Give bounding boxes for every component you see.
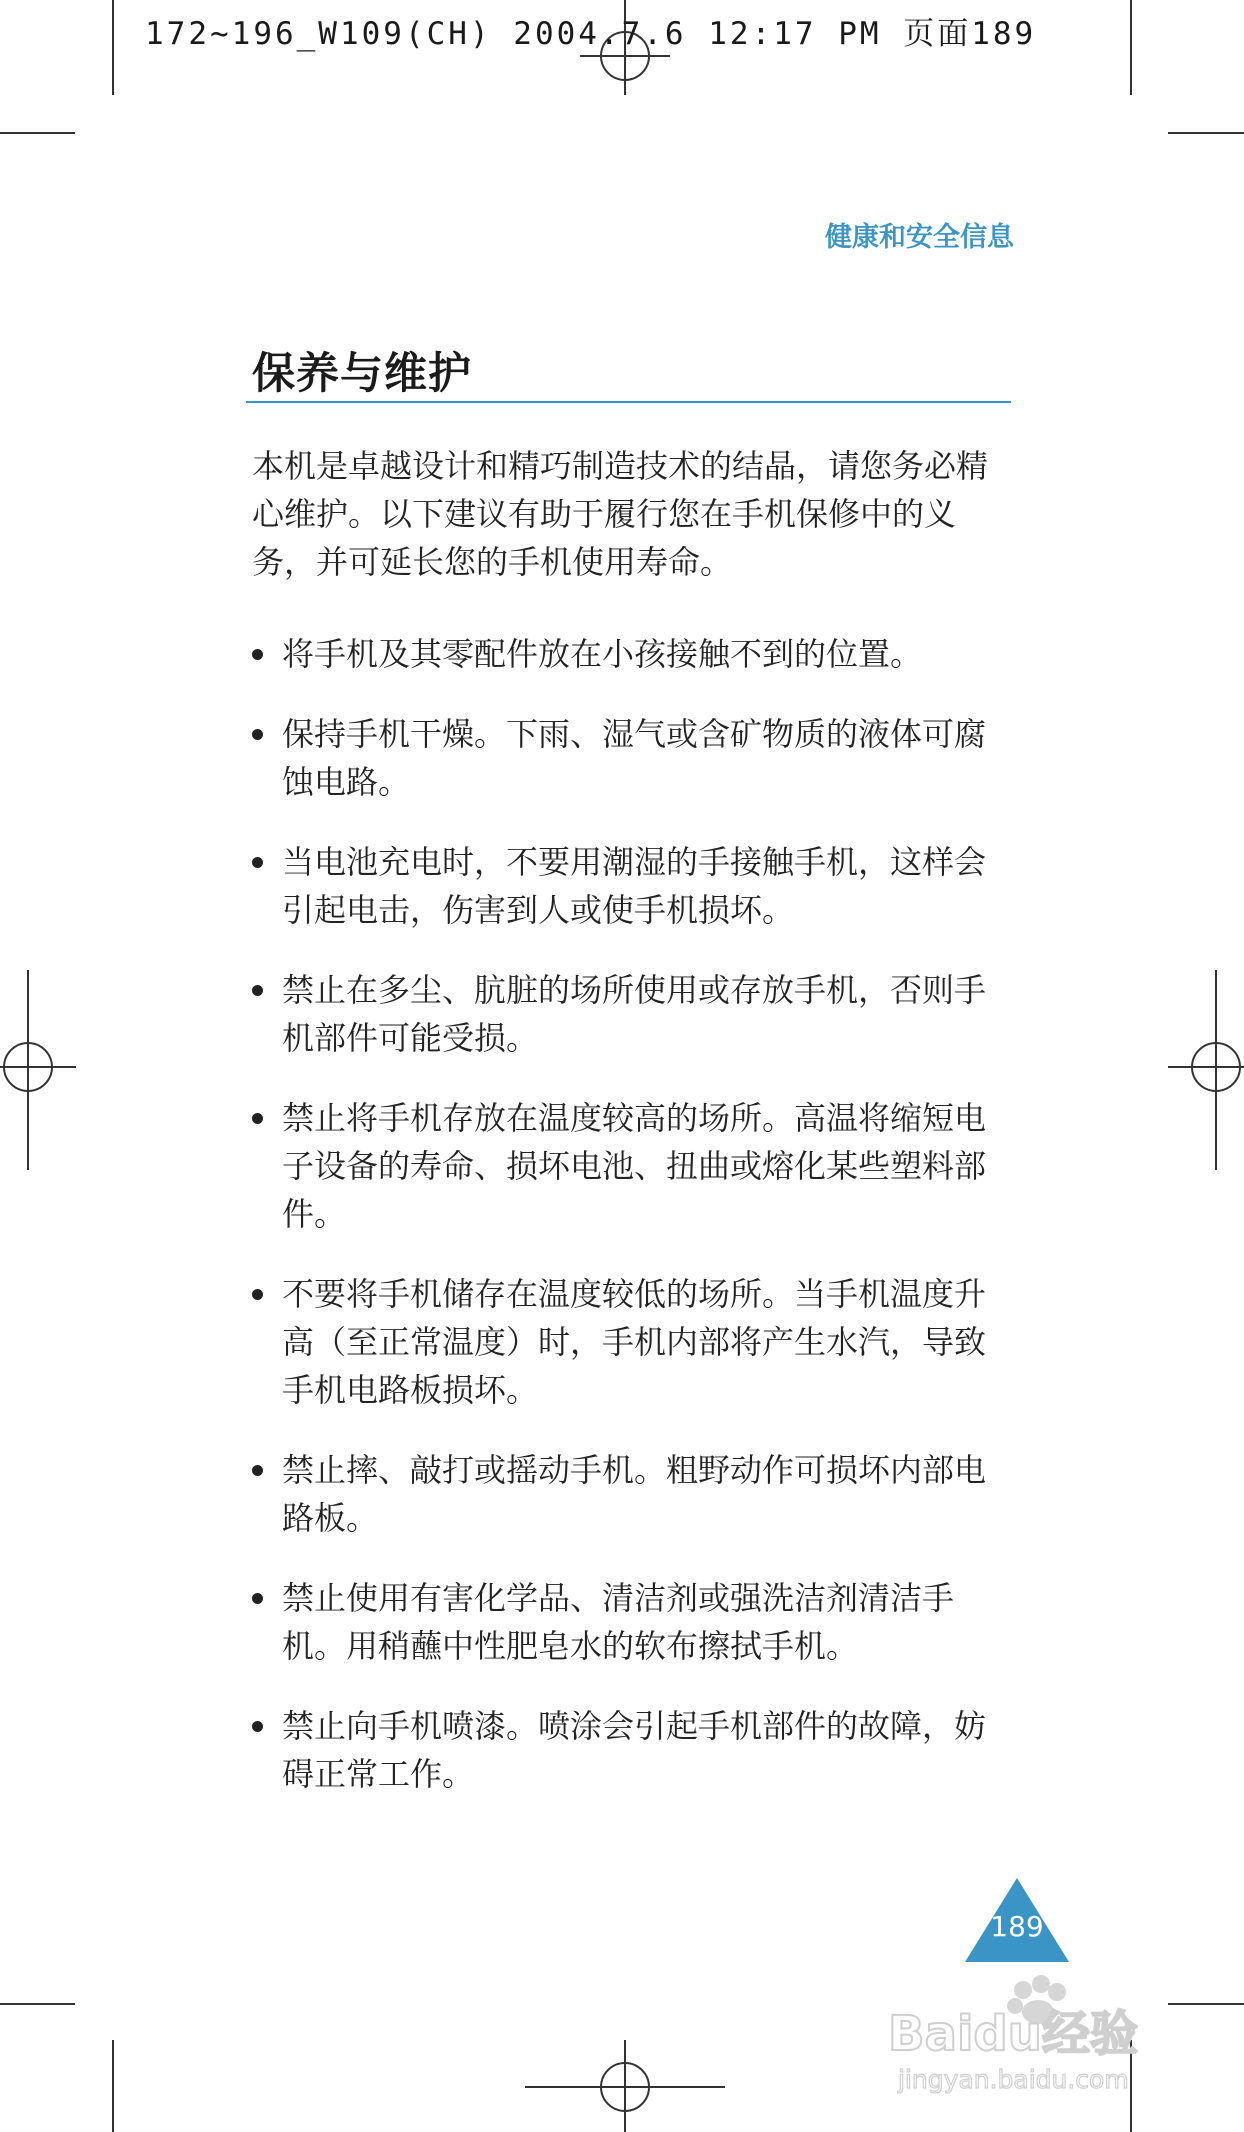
registration-mark-left <box>0 970 80 1170</box>
crop-mark-bottom-right-h <box>1168 2003 1244 2005</box>
crop-mark-top-left <box>112 0 114 95</box>
list-item-text: 禁止摔、敲打或摇动手机。粗野动作可损坏内部电路板。 <box>282 1451 987 1537</box>
list-item <box>252 710 1012 806</box>
registration-mark-right <box>1164 970 1244 1170</box>
bullet-dot <box>252 1289 263 1300</box>
list-item-text: 禁止在多尘、肮脏的场所使用或存放手机，否则手机部件可能受损。 <box>282 971 987 1057</box>
crop-mark-bottom-left-h <box>0 2003 75 2005</box>
list-item <box>252 966 1012 1062</box>
list-item-text: 当电池充电时，不要用潮湿的手接触手机，这样会引起电击，伤害到人或使手机损坏。 <box>282 843 987 929</box>
list-item <box>252 1270 1012 1414</box>
list-item-text: 禁止将手机存放在温度较高的场所。高温将缩短电子设备的寿命、损坏电池、扭曲或熔化某些塑料部件。 <box>282 1099 987 1233</box>
bullet-dot <box>252 1113 263 1124</box>
list-item-text: 保持手机干燥。下雨、湿气或含矿物质的液体可腐蚀电路。 <box>282 715 987 801</box>
list-item-text: 将手机及其零配件放在小孩接触不到的位置。 <box>282 635 923 673</box>
care-tips-list <box>252 630 1012 1830</box>
bullet-dot <box>252 1593 263 1604</box>
list-item <box>252 1702 1012 1798</box>
crop-mark-top-left-h <box>0 132 75 134</box>
bullet-dot <box>252 857 263 868</box>
list-item <box>252 630 1012 678</box>
list-item <box>252 1574 1012 1670</box>
page-title: 保养与维护 <box>252 349 472 399</box>
bullet-dot <box>252 985 263 996</box>
section-label: 健康和安全信息 <box>825 222 1014 253</box>
bullet-dot <box>252 1721 263 1732</box>
bullet-dot <box>252 729 263 740</box>
bullet-dot <box>252 649 263 660</box>
list-item <box>252 1094 1012 1238</box>
intro-paragraph: 本机是卓越设计和精巧制造技术的结晶，请您务必精心维护。以下建议有助于履行您在手机保修中的义务，并可延长您的手机使用寿命。 <box>252 447 989 581</box>
page-number: 189 <box>990 1910 1044 1943</box>
list-item-text: 禁止向手机喷漆。喷涂会引起手机部件的故障，妨碍正常工作。 <box>282 1707 987 1793</box>
watermark-brand: Baidu经验 <box>888 2006 1138 2062</box>
list-item-text: 不要将手机储存在温度较低的场所。当手机温度升高（至正常温度）时，手机内部将产生水汽，导致手机电路板损坏。 <box>282 1275 987 1409</box>
title-underline <box>246 401 1011 403</box>
list-item-text: 禁止使用有害化学品、清洁剂或强洗洁剂清洁手机。用稍蘸中性肥皂水的软布擦拭手机。 <box>282 1579 955 1665</box>
watermark-url: jingyan.baidu.com <box>898 2065 1129 2094</box>
crop-mark-bottom-left <box>112 2040 114 2132</box>
registration-mark-bottom <box>525 2040 725 2132</box>
bullet-dot <box>252 1465 263 1476</box>
list-item <box>252 838 1012 934</box>
crop-mark-top-right-h <box>1168 132 1244 134</box>
crop-mark-top-right <box>1130 0 1132 95</box>
print-slug-header: 172~196_W109(CH) 2004.7.6 12:17 PM 页面189 <box>145 16 1037 52</box>
list-item <box>252 1446 1012 1542</box>
baidu-watermark-logo <box>878 1950 1178 2100</box>
